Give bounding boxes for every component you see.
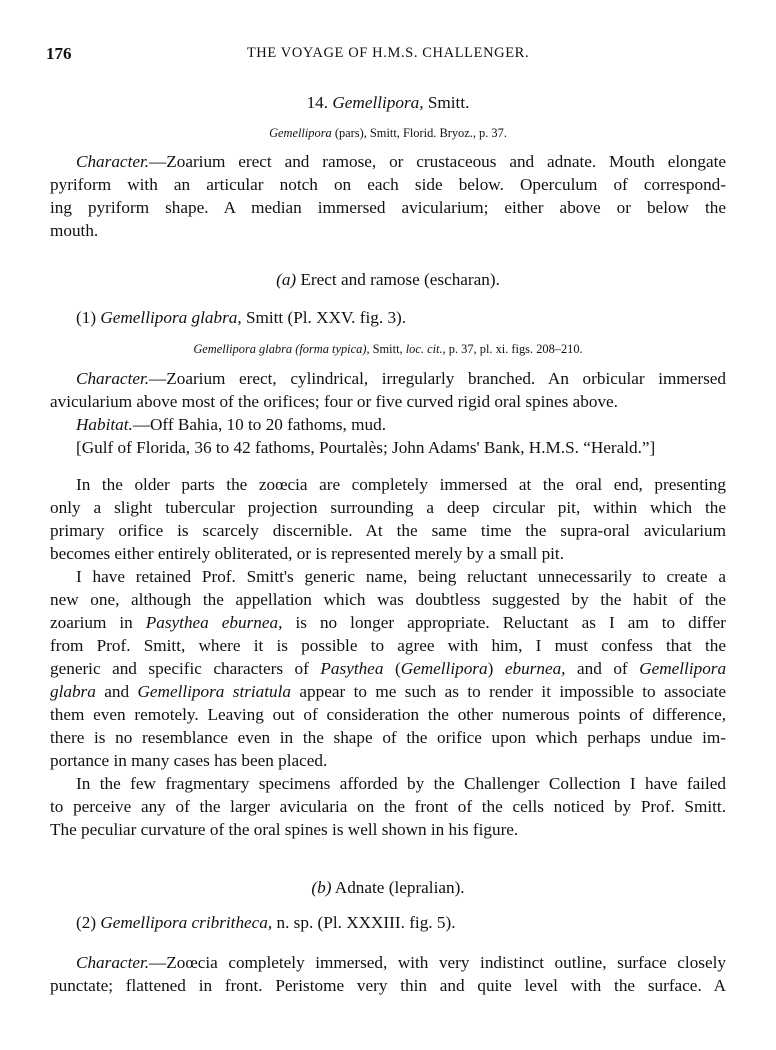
species-1-habitat: Habitat.—Off Bahia, 10 to 20 fathoms, mud. (76, 415, 386, 434)
para-1-line-2: only a slight tubercular projection surrounding a deep circular pit, within which the (50, 498, 726, 517)
section-b-text: Adnate (lepralian). (334, 878, 465, 897)
para-2-line-1: I have retained Prof. Smitt's generic name, being reluctant unnecessarily to create a (76, 567, 726, 586)
species-1-character-line-2: avicularium above most of the orifices; four or five curved rigid oral spines above. (50, 392, 618, 411)
para-2-line-3: zoarium in Pasythea eburnea, is no longer appropriate. Reluctant as I am to differ (50, 613, 727, 632)
species-2-character-line-1: Character.—Zoœcia completely immersed, with very indistinct outline, surface closely (76, 953, 726, 972)
para-2-line-8: there is no resemblance even in the shape of the orifice upon which perhaps undue im- (50, 728, 726, 747)
section-b-heading (0, 877, 776, 899)
section-a-label: (a) (276, 270, 297, 289)
species-1-heading: (1) Gemellipora glabra, Smitt (Pl. XXV. fig. 3). (76, 308, 407, 327)
genus-ref-name: Gemellipora (269, 126, 332, 140)
species-2-heading: (2) Gemellipora cribritheca, n. sp. (Pl. XXXIII. fig. 5). (76, 913, 456, 932)
para-1-line-3: primary orifice is scarcely discernible. At the same time the supra-oral avicularium (50, 521, 726, 540)
section-b-label: (b) (311, 878, 332, 897)
running-head: THE VOYAGE OF H.M.S. CHALLENGER. (246, 45, 530, 61)
genus-name: Gemellipora, (332, 93, 424, 112)
para-2-line-6: glabra and Gemellipora striatula appear to me such as to render it impossible to associate (50, 682, 727, 701)
para-2-line-7: them even remotely. Leaving out of consideration the other numerous points of difference, (50, 705, 726, 724)
genus-ref-rest: (pars), Smitt, Florid. Bryoz., p. 37. (334, 126, 507, 140)
para-3-line-2: to perceive any of the larger avicularia on the front of the cells noticed by Prof. Smitt. (50, 797, 726, 816)
species-1-distribution: [Gulf of Florida, 36 to 42 fathoms, Pourtalès; John Adams' Bank, H.M.S. “Herald.”] (76, 438, 656, 457)
character-label: Character. (76, 152, 150, 171)
para-1-line-4: becomes either entirely obliterated, or is represented merely by a small pit. (50, 544, 565, 563)
para-2-line-9: portance in many cases has been placed. (50, 751, 328, 770)
para-2-line-5: generic and specific characters of Pasythea (Gemellipora) eburnea, and of Gemellipora (50, 659, 727, 678)
genus-character-line-4: mouth. (50, 221, 99, 240)
species-1-reference: Gemellipora glabra (forma typica), Smitt, loc. cit., p. 37, pl. xi. figs. 208–210. (193, 342, 583, 356)
page-number: 176 (46, 44, 72, 63)
para-3-line-3: The peculiar curvature of the oral spines is well shown in his figure. (50, 820, 519, 839)
genus-character-line-2: pyriform with an articular notch on each side below. Operculum of correspond- (50, 175, 726, 194)
genus-character-line-3: ing pyriform shape. A median immersed avicularium; either above or below the (50, 198, 726, 217)
genus-reference (0, 122, 776, 144)
species-1-name: Gemellipora glabra, (100, 308, 242, 327)
section-a-text: Erect and ramose (escharan). (300, 270, 500, 289)
genus-character-line-1: Character.—Zoarium erect and ramose, or crustaceous and adnate. Mouth elongate (76, 152, 726, 171)
species-2-character-line-2: punctate; flattened in front. Peristome very thin and quite level with the surface. A (50, 976, 726, 995)
para-2-line-4: from Prof. Smitt, where it is possible to agree with him, I must confess that the (50, 636, 726, 655)
genus-heading (0, 92, 776, 114)
species-2-name: Gemellipora cribritheca, (100, 913, 273, 932)
para-3-line-1: In the few fragmentary specimens afforded by the Challenger Collection I have failed (76, 774, 726, 793)
genus-author: Smitt. (427, 93, 470, 112)
page-header (0, 44, 776, 68)
para-1-line-1: In the older parts the zoœcia are completely immersed at the oral end, presenting (76, 475, 726, 494)
section-a-heading (0, 269, 776, 291)
para-2-line-2: new one, although the appellation which was doubtless suggested by the habit of the (50, 590, 726, 609)
species-1-character-line-1: Character.—Zoarium erect, cylindrical, irregularly branched. An orbicular immersed (76, 369, 726, 388)
genus-number: 14. (306, 93, 329, 112)
